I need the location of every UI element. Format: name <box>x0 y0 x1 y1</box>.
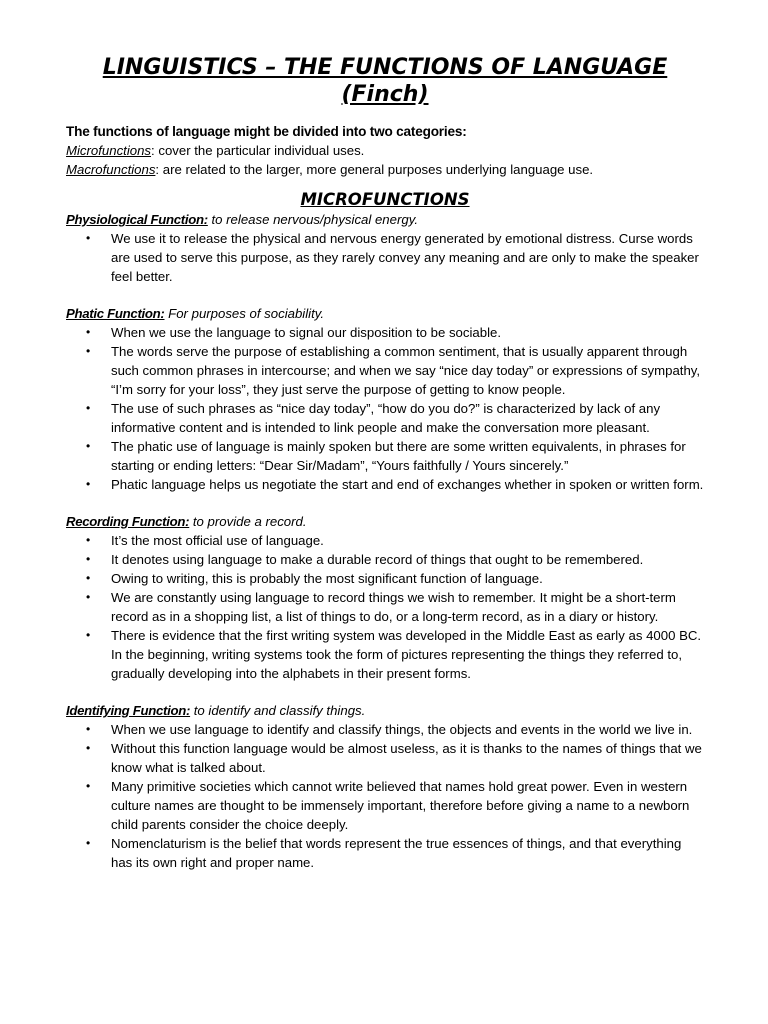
section-heading <box>66 701 704 720</box>
list-item <box>66 626 704 683</box>
micro-term: Microfunctions <box>66 143 152 158</box>
list-item <box>66 323 704 342</box>
section-name: Physiological Function: <box>66 212 208 227</box>
list-item <box>66 229 704 286</box>
list-item-text: The words serve the purpose of establishing a common sentiment, that is usually apparent through such common phrases in intercourse; and when we say “nice day today” or expressions of sympathy, “I’m sorry for your loss”, they just serve the purpose of getting to know people. <box>111 344 701 397</box>
section-heading <box>66 210 704 229</box>
list-item-text: We are constantly using language to record things we wish to remember. It might be a short-term record as in a shopping list, a list of things to do, or a long-term record, as in a diary or history. <box>111 590 676 624</box>
list-item <box>66 569 704 588</box>
list-item-text: It denotes using language to make a durable record of things that ought to be remembered. <box>111 552 644 567</box>
list-item <box>66 550 704 569</box>
document-title <box>66 54 704 108</box>
list-item <box>66 777 704 834</box>
list-item <box>66 437 704 475</box>
list-item <box>66 588 704 626</box>
list-item-text: Phatic language helps us negotiate the start and end of exchanges whether in spoken or written form. <box>111 477 704 492</box>
micro-text: : cover the particular individual uses. <box>151 143 365 158</box>
macro-term: Macrofunctions <box>66 162 156 177</box>
intro-macro <box>66 160 704 179</box>
section-heading <box>66 512 704 531</box>
function-section <box>66 512 704 683</box>
list-item-text: Many primitive societies which cannot write believed that names hold great power. Even in western culture names are thought to be immensely important, therefore before giving a name to a newborn child parents consider the choice deeply. <box>111 779 690 832</box>
list-item-text: Nomenclaturism is the belief that words represent the true essences of things, and that everything has its own right and proper name. <box>111 836 682 870</box>
section-description: to release nervous/physical energy. <box>207 212 418 227</box>
microfunctions-heading: MICROFUNCTIONS <box>300 190 470 209</box>
title-line-2: (Finch) <box>341 82 429 107</box>
section-name: Identifying Function: <box>66 703 191 718</box>
bullet-list <box>66 323 704 494</box>
list-item <box>66 739 704 777</box>
bullet-icon: • <box>86 477 91 491</box>
bullet-icon: • <box>86 552 91 566</box>
section-description: to provide a record. <box>189 514 307 529</box>
list-item <box>66 834 704 872</box>
bullet-icon: • <box>86 722 91 736</box>
list-item-text: Without this function language would be almost useless, as it is thanks to the names of things that we know what is talked about. <box>111 741 702 775</box>
bullet-list <box>66 720 704 872</box>
list-item-text: When we use the language to signal our disposition to be sociable. <box>111 325 502 340</box>
macro-text: : are related to the larger, more general purposes underlying language use. <box>155 162 594 177</box>
section-description: For purposes of sociability. <box>164 306 325 321</box>
title-line-1: LINGUISTICS – THE FUNCTIONS OF LANGUAGE <box>102 55 668 80</box>
list-item <box>66 475 704 494</box>
list-item-text: Owing to writing, this is probably the most significant function of language. <box>111 571 543 586</box>
list-item-text: When we use language to identify and classify things, the objects and events in the world we live in. <box>111 722 693 737</box>
intro-micro <box>66 141 704 160</box>
intro-block <box>66 122 704 179</box>
intro-lead: The functions of language might be divided into two categories: <box>66 124 467 139</box>
list-item-text: The use of such phrases as “nice day today”, “how do you do?” is characterized by lack of any informative content and is intended to link people and make the conversation more pleasant. <box>111 401 661 435</box>
bullet-icon: • <box>86 439 91 453</box>
list-item <box>66 399 704 437</box>
list-item-text: The phatic use of language is mainly spoken but there are some written equivalents, in phrases for starting or ending letters: “Dear Sir/Madam”, “Yours faithfully / Yours sincerely.” <box>111 439 686 473</box>
bullet-icon: • <box>86 344 91 358</box>
list-item-text: It’s the most official use of language. <box>111 533 324 548</box>
bullet-icon: • <box>86 325 91 339</box>
section-heading <box>66 304 704 323</box>
function-section <box>66 210 704 286</box>
bullet-icon: • <box>86 231 91 245</box>
function-section <box>66 304 704 494</box>
bullet-icon: • <box>86 779 91 793</box>
bullet-icon: • <box>86 836 91 850</box>
list-item <box>66 531 704 550</box>
section-name: Recording Function: <box>66 514 190 529</box>
bullet-icon: • <box>86 628 91 642</box>
bullet-list <box>66 531 704 683</box>
list-item <box>66 342 704 399</box>
bullet-icon: • <box>86 533 91 547</box>
function-section <box>66 701 704 872</box>
sections-container <box>66 210 704 872</box>
bullet-list <box>66 229 704 286</box>
section-name: Phatic Function: <box>66 306 165 321</box>
bullet-icon: • <box>86 590 91 604</box>
list-item-text: There is evidence that the first writing system was developed in the Middle East as early as 4000 BC. In the beginning, writing systems took the form of pictures representing the things they referred to, gradually developing into the alphabets in their present forms. <box>111 628 702 681</box>
bullet-icon: • <box>86 741 91 755</box>
bullet-icon: • <box>86 401 91 415</box>
list-item-text: We use it to release the physical and nervous energy generated by emotional distress. Curse words are used to serve this purpose, as they rarely convey any meaning and are only to make the speaker feel better. <box>111 231 699 284</box>
section-description: to identify and classify things. <box>190 703 366 718</box>
bullet-icon: • <box>86 571 91 585</box>
list-item <box>66 720 704 739</box>
